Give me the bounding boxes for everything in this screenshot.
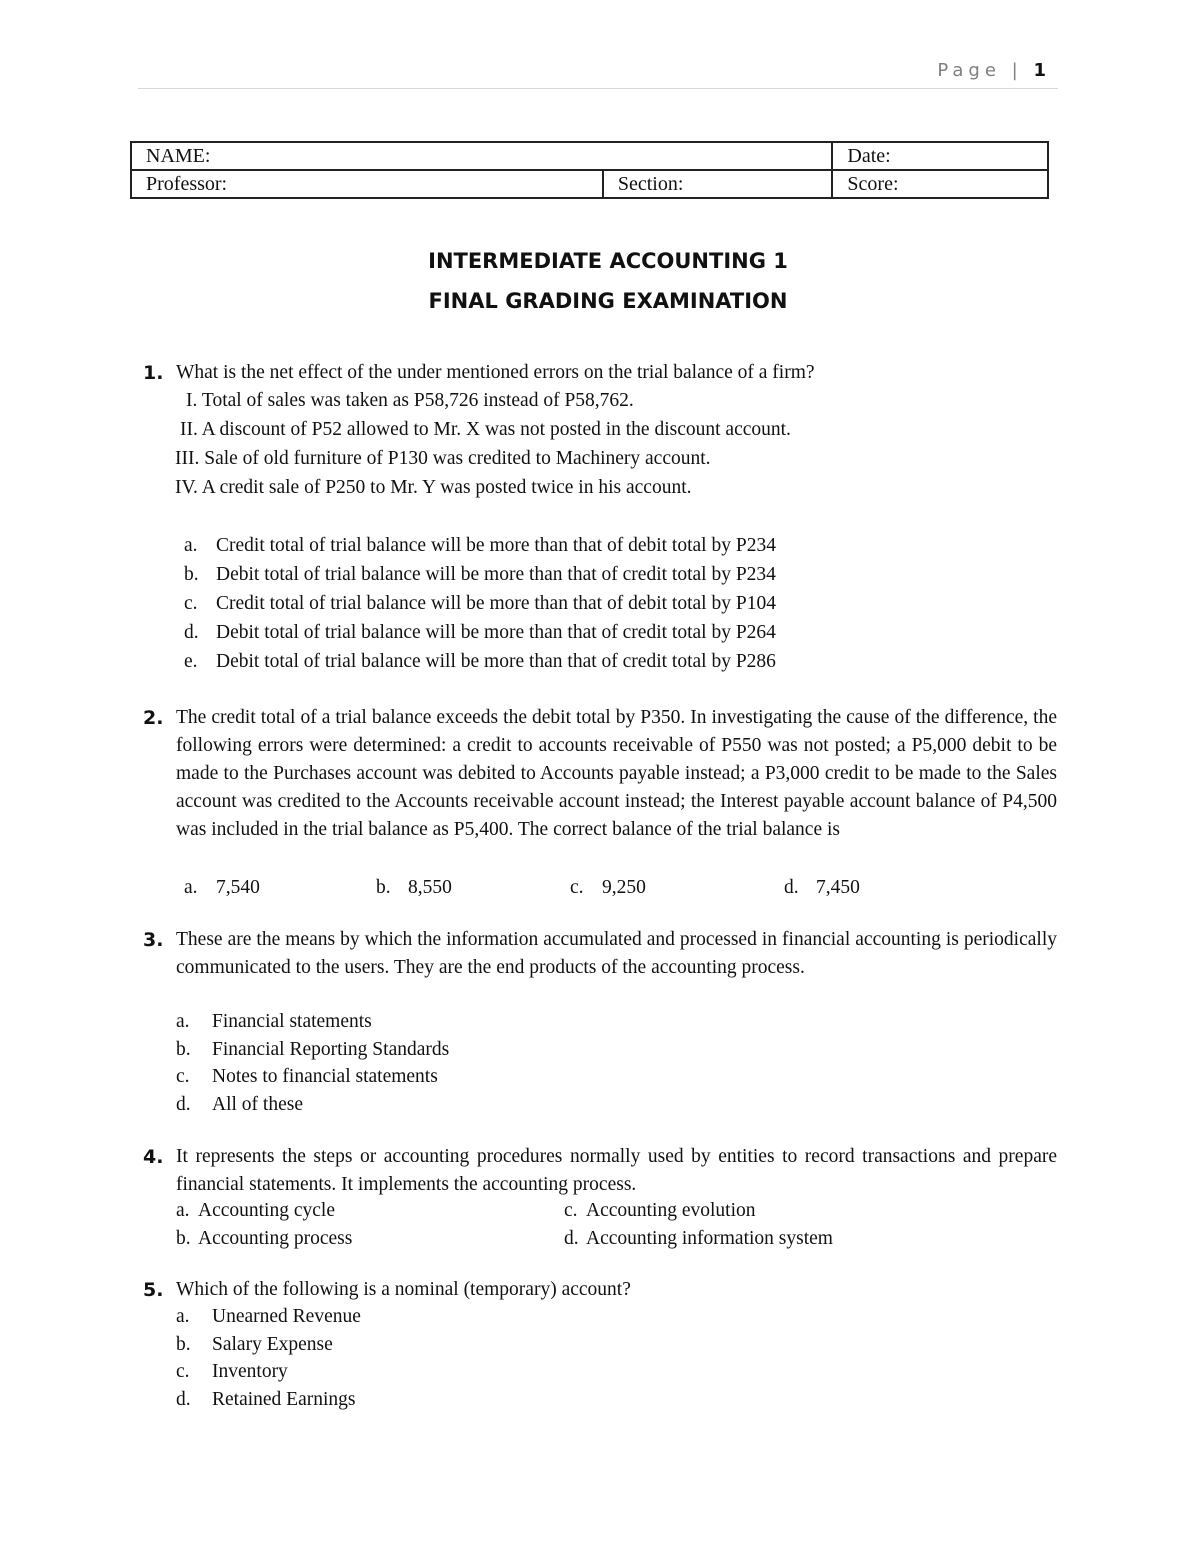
option-d[interactable] bbox=[176, 1090, 303, 1119]
option-d[interactable] bbox=[784, 873, 860, 902]
question-number: 1. bbox=[143, 362, 164, 384]
error-item: IV. A credit sale of P250 to Mr. Y was posted twice in his account. bbox=[175, 477, 692, 498]
option-text: 9,250 bbox=[602, 877, 646, 898]
option-c[interactable] bbox=[570, 873, 646, 902]
option-a[interactable] bbox=[184, 873, 260, 902]
option-text: Notes to financial statements bbox=[212, 1066, 438, 1087]
option-text: Accounting cycle bbox=[198, 1200, 335, 1221]
option-text: 8,550 bbox=[408, 877, 452, 898]
student-info-table bbox=[130, 141, 1049, 199]
option-b[interactable] bbox=[184, 560, 776, 589]
question-5 bbox=[143, 1276, 1057, 1304]
date-label: Date: bbox=[847, 144, 891, 167]
option-letter: b. bbox=[176, 1228, 191, 1249]
question-3 bbox=[143, 926, 1057, 982]
option-text: Accounting information system bbox=[586, 1228, 833, 1249]
option-letter: a. bbox=[176, 1306, 190, 1327]
option-text: All of these bbox=[212, 1094, 303, 1115]
option-text: Salary Expense bbox=[212, 1334, 333, 1355]
option-b[interactable] bbox=[176, 1330, 333, 1359]
question-number: 5. bbox=[143, 1279, 164, 1301]
option-text: Credit total of trial balance will be more than that of debit total by P234 bbox=[216, 535, 776, 556]
option-letter: e. bbox=[184, 651, 198, 672]
option-letter: b. bbox=[176, 1334, 191, 1355]
option-text: Unearned Revenue bbox=[212, 1306, 361, 1327]
question-number: 2. bbox=[143, 707, 164, 729]
option-c[interactable] bbox=[184, 589, 776, 618]
table-row bbox=[131, 142, 1048, 170]
option-b[interactable] bbox=[176, 1224, 352, 1253]
name-label: NAME: bbox=[146, 144, 211, 167]
section-field[interactable] bbox=[603, 170, 833, 198]
question-4 bbox=[143, 1143, 1057, 1199]
section-label: Section: bbox=[617, 172, 684, 195]
option-letter: d. bbox=[784, 877, 799, 898]
date-field[interactable] bbox=[832, 142, 1048, 170]
name-field[interactable] bbox=[131, 142, 832, 170]
question-text: It represents the steps or accounting procedures normally used by entities to record transactions and prepare financial statements. It implements the accounting process. bbox=[176, 1146, 1057, 1195]
page-number-value: 1 bbox=[1033, 60, 1046, 81]
page-header bbox=[138, 60, 1058, 89]
option-text: Inventory bbox=[212, 1361, 288, 1382]
option-c[interactable] bbox=[564, 1196, 756, 1225]
option-d[interactable] bbox=[564, 1224, 833, 1253]
question-1 bbox=[143, 359, 1057, 387]
option-text: Credit total of trial balance will be more than that of debit total by P104 bbox=[216, 593, 776, 614]
option-text: 7,450 bbox=[816, 877, 860, 898]
option-b[interactable] bbox=[176, 1035, 449, 1064]
option-letter: d. bbox=[184, 622, 199, 643]
option-text: Debit total of trial balance will be more than that of credit total by P264 bbox=[216, 622, 776, 643]
option-a[interactable] bbox=[184, 531, 776, 560]
table-row bbox=[131, 170, 1048, 198]
option-text: 7,540 bbox=[216, 877, 260, 898]
option-text: Accounting process bbox=[198, 1228, 353, 1249]
option-letter: a. bbox=[184, 877, 198, 898]
page-label: Page | bbox=[937, 60, 1023, 81]
option-letter: a. bbox=[176, 1200, 190, 1221]
option-text: Debit total of trial balance will be more than that of credit total by P234 bbox=[216, 564, 776, 585]
exam-title: FINAL GRADING EXAMINATION bbox=[428, 289, 788, 313]
option-text: Financial Reporting Standards bbox=[212, 1039, 450, 1060]
option-letter: c. bbox=[564, 1200, 578, 1221]
option-letter: d. bbox=[564, 1228, 579, 1249]
score-field[interactable] bbox=[832, 170, 1048, 198]
error-item: I. Total of sales was taken as P58,726 instead of P58,762. bbox=[186, 390, 634, 411]
option-d[interactable] bbox=[184, 618, 776, 647]
option-letter: c. bbox=[176, 1361, 190, 1382]
option-d[interactable] bbox=[176, 1385, 356, 1414]
option-letter: d. bbox=[176, 1389, 191, 1410]
score-label: Score: bbox=[847, 172, 899, 195]
question-text: The credit total of a trial balance exceeds the debit total by P350. In investigating the cause of the difference, the following errors were determined: a credit to accounts receivable of P550 was not posted; a P5,000 debit to be made to the Purchases account was debited to Accounts payable instead; a P3,000 credit to be made to the Sales account was credited to the Accounts receivable account instead; the Interest payable account balance of P4,500 was included in the trial balance as P5,400. The correct balance of the trial balance is bbox=[176, 707, 1057, 840]
question-2 bbox=[143, 704, 1057, 844]
question-text: Which of the following is a nominal (temporary) account? bbox=[176, 1279, 631, 1300]
option-letter: b. bbox=[184, 564, 199, 585]
option-letter: b. bbox=[376, 877, 391, 898]
option-text: Retained Earnings bbox=[212, 1389, 356, 1410]
option-letter: a. bbox=[184, 535, 198, 556]
question-number: 3. bbox=[143, 929, 164, 951]
option-letter: d. bbox=[176, 1094, 191, 1115]
error-item: III. Sale of old furniture of P130 was credited to Machinery account. bbox=[175, 448, 711, 469]
option-e[interactable] bbox=[184, 647, 776, 676]
option-text: Accounting evolution bbox=[586, 1200, 756, 1221]
option-c[interactable] bbox=[176, 1357, 288, 1386]
question-text: What is the net effect of the under mentioned errors on the trial balance of a firm? bbox=[176, 362, 815, 383]
error-item: II. A discount of P52 allowed to Mr. X was not posted in the discount account. bbox=[180, 419, 791, 440]
option-letter: c. bbox=[176, 1066, 190, 1087]
professor-label: Professor: bbox=[146, 172, 228, 195]
option-letter: b. bbox=[176, 1039, 191, 1060]
course-title: INTERMEDIATE ACCOUNTING 1 bbox=[428, 249, 788, 273]
option-text: Financial statements bbox=[212, 1011, 372, 1032]
question-number: 4. bbox=[143, 1146, 164, 1168]
option-a[interactable] bbox=[176, 1302, 361, 1331]
option-a[interactable] bbox=[176, 1196, 335, 1225]
option-b[interactable] bbox=[376, 873, 452, 902]
page-number bbox=[937, 60, 1046, 81]
question-text: These are the means by which the information accumulated and processed in financial accounting is periodically communicated to the users. They are the end products of the accounting process. bbox=[176, 929, 1057, 978]
option-c[interactable] bbox=[176, 1062, 438, 1091]
option-text: Debit total of trial balance will be more than that of credit total by P286 bbox=[216, 651, 776, 672]
option-letter: a. bbox=[176, 1011, 190, 1032]
option-a[interactable] bbox=[176, 1007, 372, 1036]
professor-field[interactable] bbox=[131, 170, 603, 198]
option-letter: c. bbox=[570, 877, 584, 898]
option-letter: c. bbox=[184, 593, 198, 614]
